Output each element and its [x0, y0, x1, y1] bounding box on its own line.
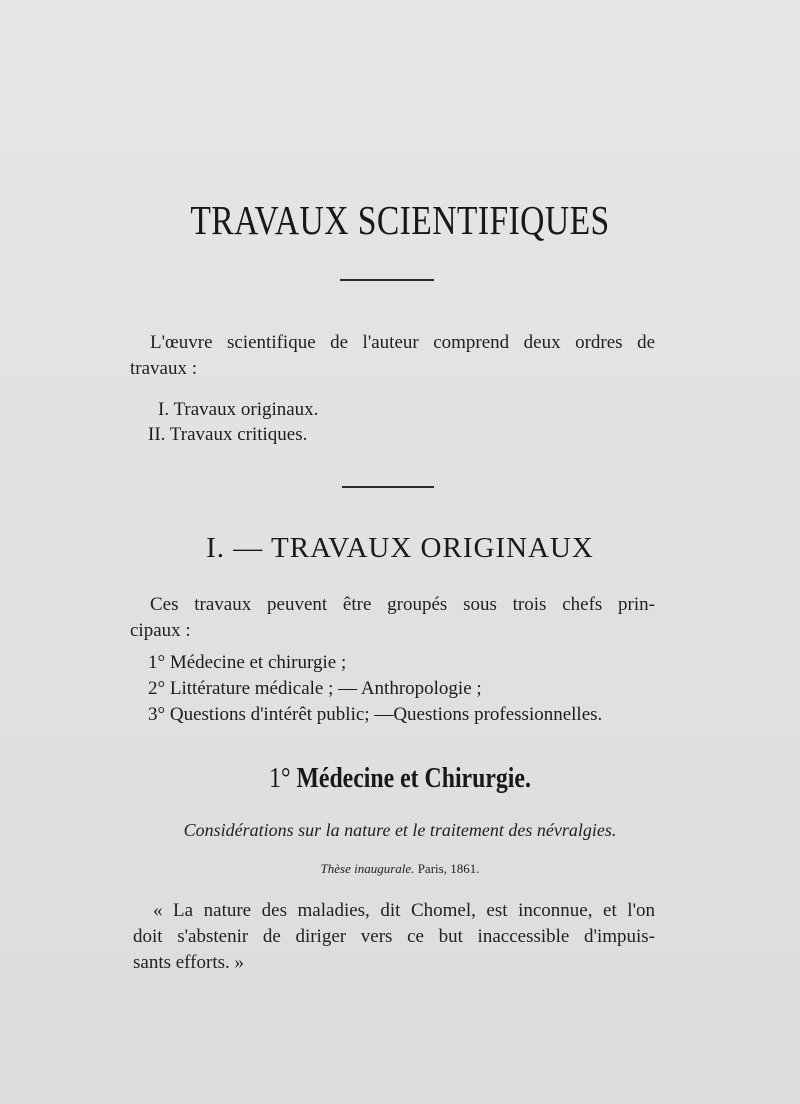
subsection-heading — [72, 762, 728, 795]
category-item-medecine: 1° Médecine et chirurgie ; — [148, 652, 347, 673]
quote-line: doit s'abstenir de diriger vers ce but inaccessible d'impuis- — [133, 926, 655, 947]
thesis-label: Thèse inaugurale. — [320, 861, 415, 876]
thesis-place: Paris, 1861. — [417, 861, 480, 876]
section-intro-line-2: cipaux : — [130, 620, 191, 641]
subsection-title: Médecine et Chirurgie. — [296, 762, 531, 794]
section-heading: I. — TRAVAUX ORIGINAUX — [206, 532, 594, 564]
order-item-originaux: I. Travaux originaux. — [158, 399, 319, 420]
quote-line: sants efforts. » — [133, 952, 244, 973]
order-item-critiques: II. Travaux critiques. — [148, 424, 308, 445]
category-item-litterature: 2° Littérature médicale ; — Anthropologie ; — [148, 678, 482, 699]
intro-paragraph-line-1: L'œuvre scientifique de l'auteur comprend deux ordres de — [150, 332, 655, 353]
subsection-number: 1° — [269, 762, 291, 794]
work-title: Considérations sur la nature et le traitement des névralgies. — [183, 820, 617, 840]
quote-line: « La nature des maladies, dit Chomel, est inconnue, et l'on — [153, 900, 655, 921]
title-divider — [340, 279, 434, 281]
section-intro-line-1: Ces travaux peuvent être groupés sous trois chefs prin- — [150, 594, 655, 615]
intro-paragraph-line-2: travaux : — [130, 358, 198, 379]
page-title: TRAVAUX SCIENTIFIQUES — [190, 197, 610, 243]
quote-paragraph — [133, 898, 655, 976]
section-divider — [342, 486, 434, 488]
category-item-questions: 3° Questions d'intérêt public; —Questions professionnelles. — [148, 704, 603, 725]
thesis-reference — [0, 861, 800, 877]
